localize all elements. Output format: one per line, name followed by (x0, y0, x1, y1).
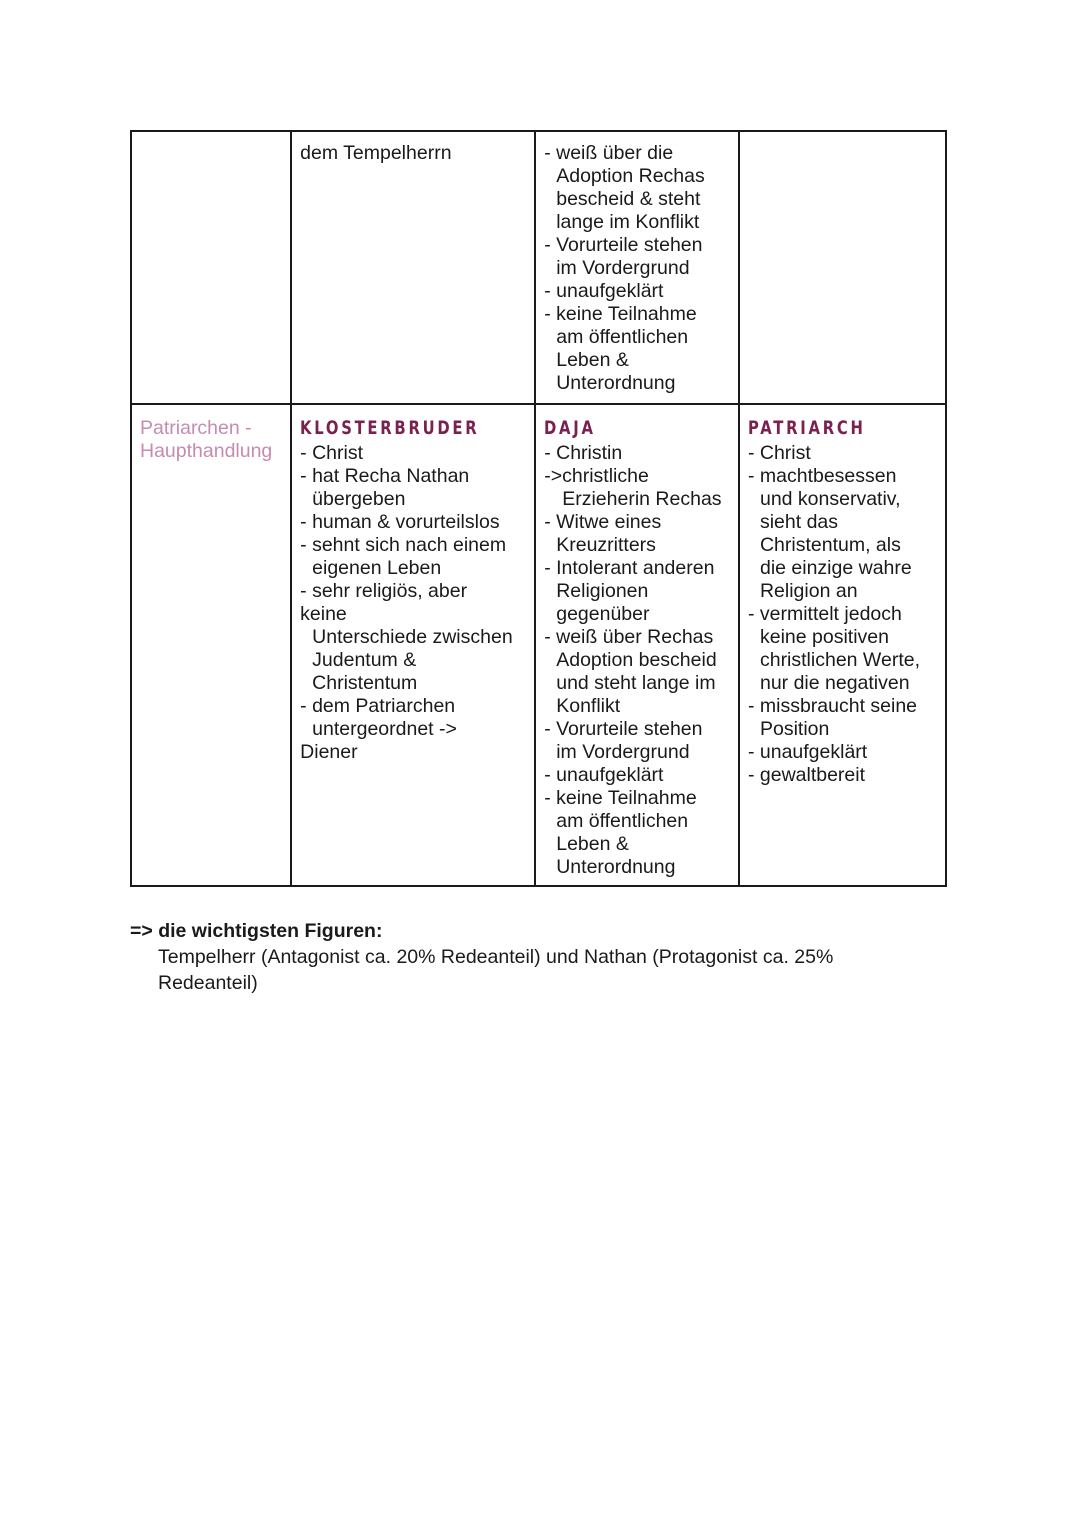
character-name-patriarch: PATRIARCH (747, 417, 866, 439)
text-line: Diener (300, 741, 358, 763)
text-line: - weiß über Rechas (544, 626, 714, 648)
text-line: - Christin (544, 442, 623, 464)
text-line: Unterordnung (556, 372, 676, 394)
table-row (131, 404, 946, 886)
text-line: Leben & (556, 833, 629, 855)
text-line: - unaufgeklärt (747, 741, 868, 763)
table-cell (291, 131, 535, 404)
text-line: - human & vorurteilslos (300, 511, 500, 533)
table-cell-empty (131, 131, 291, 404)
text-line: am öffentlichen (556, 326, 689, 348)
text-line: sieht das (759, 511, 839, 533)
character-traits-daja (544, 442, 730, 879)
text-line: Religion an (759, 580, 858, 602)
text-line: Judentum & (312, 649, 417, 671)
table-cell-daja (535, 404, 739, 886)
text-line: - keine Teilnahme (544, 787, 697, 809)
text-line: Konflikt (556, 695, 621, 717)
text-line: - vermittelt jedoch (747, 603, 902, 625)
text-line: eigenen Leben (312, 557, 442, 579)
table-cell-empty (739, 131, 946, 404)
text-line: lange im Konflikt (556, 211, 700, 233)
character-traits-klosterbruder (300, 442, 526, 764)
text-line: Erzieherin Rechas (562, 488, 722, 510)
text-line: - Christ (300, 442, 363, 464)
text-line: keine positiven (759, 626, 889, 648)
summary-text: Tempelherr (Antagonist ca. 20% Redeanteil) und Nathan (Protagonist ca. 25% Redeanteil) (158, 946, 834, 994)
text-line: Unterschiede zwischen (312, 626, 513, 648)
text-line: Kreuzritters (556, 534, 656, 556)
text-line: - gewaltbereit (747, 764, 866, 786)
text-line: - weiß über die (544, 142, 674, 164)
text-line: - Vorurteile stehen (544, 234, 703, 256)
text-line: Leben & (556, 349, 629, 371)
text-line: Adoption bescheid (556, 649, 717, 671)
character-name-daja: DAJA (544, 417, 596, 439)
table-cell (535, 131, 739, 404)
summary-heading: => die wichtigsten Figuren: (130, 920, 383, 942)
text-line: - missbraucht seine (747, 695, 918, 717)
text-line: untergeordnet -> (312, 718, 457, 740)
table-cell-klosterbruder (291, 404, 535, 886)
cell-lines (300, 142, 526, 165)
text-line: Patriarchen - (140, 417, 252, 439)
text-line: am öffentlichen (556, 810, 689, 832)
text-line: gegenüber (556, 603, 650, 625)
text-line: - hat Recha Nathan (300, 465, 470, 487)
text-line: im Vordergrund (556, 741, 690, 763)
text-line: bescheid & steht (556, 188, 701, 210)
text-line: ->christliche (544, 465, 649, 487)
text-line: Christentum (312, 672, 418, 694)
section-label (140, 415, 282, 463)
text-line: - sehr religiös, aber (300, 580, 468, 602)
text-line: Religionen (556, 580, 649, 602)
text-line: - unaufgeklärt (544, 280, 664, 302)
text-line: und steht lange im (556, 672, 716, 694)
text-line: - Witwe eines (544, 511, 662, 533)
text-line: dem Tempelherrn (300, 142, 452, 164)
text-line: Unterordnung (556, 856, 676, 878)
table-cell (131, 404, 291, 886)
text-line: Position (759, 718, 830, 740)
text-line: übergeben (312, 488, 406, 510)
text-line: Haupthandlung (140, 440, 273, 462)
text-line: - sehnt sich nach einem (300, 534, 507, 556)
text-line: und konservativ, (759, 488, 901, 510)
text-line: Christentum, als (759, 534, 901, 556)
text-line: - keine Teilnahme (544, 303, 697, 325)
text-line: - Vorurteile stehen (544, 718, 703, 740)
text-line: im Vordergrund (556, 257, 690, 279)
text-line: - Christ (747, 442, 811, 464)
text-line: Adoption Rechas (556, 165, 705, 187)
text-line: nur die negativen (759, 672, 910, 694)
text-line: die einzige wahre (759, 557, 912, 579)
character-name-klosterbruder: KLOSTERBRUDER (300, 417, 480, 439)
summary (130, 918, 878, 996)
text-line: christlichen Werte, (759, 649, 920, 671)
table-cell-patriarch (739, 404, 946, 886)
character-table (130, 130, 947, 887)
character-traits-patriarch (748, 442, 937, 787)
table-row (131, 131, 946, 404)
text-line: - dem Patriarchen (300, 695, 456, 717)
text-line: - Intolerant anderen (544, 557, 715, 579)
cell-lines (544, 142, 730, 395)
text-line: - machtbesessen (747, 465, 897, 487)
text-line: - unaufgeklärt (544, 764, 664, 786)
text-line: keine (300, 603, 347, 625)
